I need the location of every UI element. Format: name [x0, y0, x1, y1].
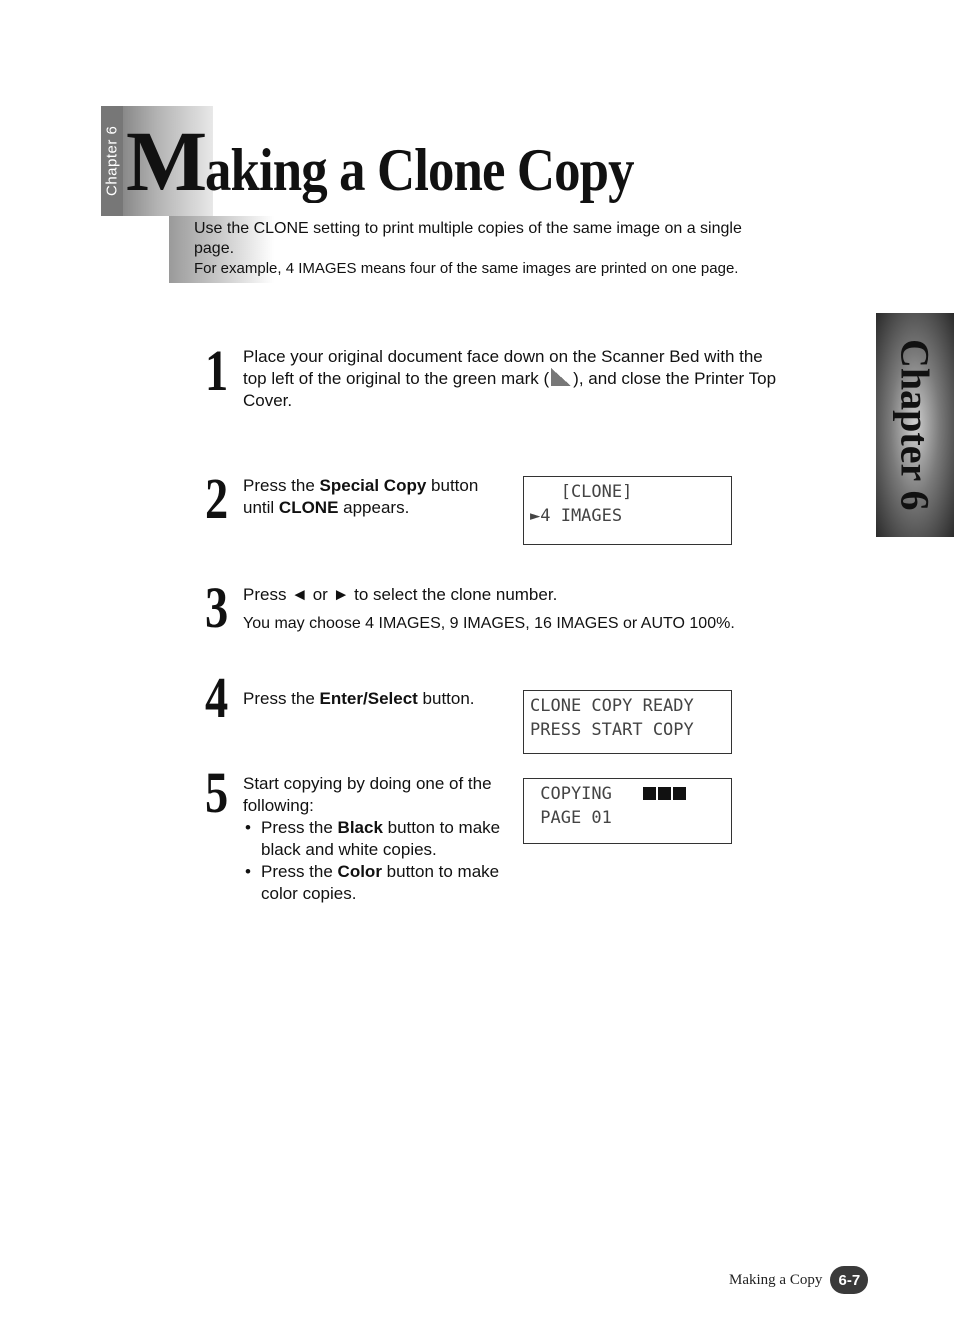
- chapter-tab-label: Chapter 6: [103, 125, 121, 197]
- bullet-2-post: button to make color copies.: [261, 862, 500, 903]
- lcd-line: CLONE COPY READY: [530, 696, 694, 716]
- step-5-main: Start copying by doing one of the following:: [243, 774, 492, 815]
- step-3-main: Press ◄ or ► to select the clone number.: [243, 585, 558, 604]
- lcd-clone-display: [523, 476, 732, 545]
- footer-section: Making a Copy: [729, 1271, 823, 1288]
- green-mark-icon: [551, 368, 571, 386]
- intro-line-1: Use the CLONE setting to print multiple copies of the same image on a single page.: [194, 220, 742, 257]
- enter-select-label: Enter/Select: [319, 689, 418, 708]
- step-number-4: 4: [205, 665, 229, 730]
- step-3-sub: You may choose 4 IMAGES, 9 IMAGES, 16 IMAGES or AUTO 100%.: [243, 615, 735, 632]
- page-number-badge: 6-7: [830, 1266, 868, 1294]
- step-4-post: button.: [417, 689, 475, 708]
- black-label: Black: [337, 818, 383, 837]
- lcd-ready-display: [523, 690, 732, 754]
- step-1-text: [243, 346, 788, 412]
- lcd-line: ►4 IMAGES: [530, 506, 623, 526]
- lcd-line: [530, 782, 731, 806]
- step-2-mid: button until: [243, 476, 479, 517]
- title-drop-cap: M: [126, 113, 206, 209]
- side-chapter-label: Chapter 6: [892, 339, 938, 511]
- step-5-text: [243, 773, 523, 905]
- bullet-1-pre: Press the: [261, 818, 338, 837]
- step-1-text-b: ), and close the Printer Top Cover.: [243, 369, 777, 410]
- lcd-line: [CLONE]: [530, 482, 633, 502]
- list-item: [243, 817, 523, 861]
- progress-block-icon: [673, 787, 686, 800]
- progress-block-icon: [658, 787, 671, 800]
- page-title: [126, 113, 692, 218]
- bullet-1-post: button to make black and white copies.: [261, 818, 501, 859]
- lcd-line: PAGE 01: [530, 808, 612, 828]
- step-2-post: appears.: [338, 498, 410, 517]
- step-2-pre: Press the: [243, 476, 320, 495]
- step-number-2: 2: [205, 466, 229, 531]
- bullet-2-pre: Press the: [261, 862, 338, 881]
- step-number-1: 1: [205, 338, 229, 403]
- step-number-3: 3: [205, 575, 229, 640]
- progress-block-icon: [643, 787, 656, 800]
- intro-text: [194, 219, 764, 279]
- lcd-copying-display: [523, 778, 732, 844]
- step-4-text: [243, 688, 513, 710]
- lcd-copying-text: COPYING: [530, 784, 643, 804]
- step-2-text: [243, 475, 513, 519]
- color-label: Color: [337, 862, 382, 881]
- step-number-5: 5: [205, 760, 229, 825]
- step-3-text: [243, 584, 803, 635]
- list-item: [243, 861, 523, 905]
- clone-label: CLONE: [278, 498, 339, 517]
- title-rest: aking a Clone Copy: [205, 137, 634, 203]
- step-5-bullets: [243, 817, 523, 905]
- intro-line-2: For example, 4 IMAGES means four of the same images are printed on one page.: [194, 260, 739, 277]
- lcd-line: PRESS START COPY: [530, 720, 694, 740]
- step-4-pre: Press the: [243, 689, 320, 708]
- page-footer: [729, 1268, 868, 1292]
- special-copy-label: Special Copy: [319, 476, 427, 495]
- step-1-text-a: Place your original document face down on the Scanner Bed with the top left of the original to the green mark (: [243, 347, 763, 388]
